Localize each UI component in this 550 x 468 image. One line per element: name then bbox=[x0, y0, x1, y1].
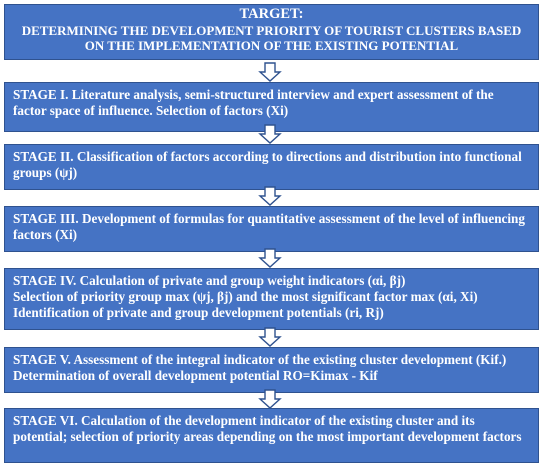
stage-4-line-3: Identification of private and group development potentials (ri, Rj) bbox=[13, 305, 384, 320]
stage-6-line-1: STAGE VI. Calculation of the development indicator of the existing cluster and its potential; selection of priority areas depending on the most important development factors bbox=[13, 413, 522, 444]
stage-3-line-1: STAGE III. Development of formulas for quantitative assessment of the level of influencing factors (Xi) bbox=[13, 211, 525, 242]
down-arrow-icon bbox=[258, 124, 282, 144]
stage-1-line-1: STAGE I. Literature analysis, semi-structured interview and expert assessment of the factor space of influence. Selection of factors (Xi) bbox=[13, 87, 494, 118]
down-arrow-icon bbox=[258, 186, 282, 206]
target-title: TARGET: bbox=[239, 6, 304, 22]
stage-5-box bbox=[4, 347, 539, 393]
down-arrow-icon bbox=[258, 327, 282, 347]
stage-3-box bbox=[4, 206, 539, 252]
stage-5-line-1: STAGE V. Assessment of the integral indicator of the existing cluster development (Kif.) bbox=[13, 352, 507, 367]
down-arrow-icon bbox=[258, 248, 282, 268]
stage-2-line-1: STAGE II. Classification of factors according to directions and distribution into functional groups (ψj) bbox=[13, 149, 522, 180]
target-box bbox=[4, 4, 539, 60]
stage-4-line-2: Selection of priority group max (ψj, βj) and the most significant factor max (αi, Xi) bbox=[13, 289, 478, 304]
down-arrow-icon bbox=[258, 62, 282, 82]
stage-4-box bbox=[4, 268, 539, 330]
stage-2-box bbox=[4, 144, 539, 190]
stage-6-box bbox=[4, 408, 539, 463]
down-arrow-icon bbox=[258, 389, 282, 409]
stage-4-line-1: STAGE IV. Calculation of private and group weight indicators (αi, βj) bbox=[13, 273, 406, 288]
stage-5-line-2: Determination of overall development potential RO=Kimax - Kif bbox=[13, 368, 378, 383]
target-text: DETERMINING THE DEVELOPMENT PRIORITY OF TOURIST CLUSTERS BASED ON THE IMPLEMENTATION OF THE EXISTING POTENTIAL bbox=[21, 22, 522, 53]
